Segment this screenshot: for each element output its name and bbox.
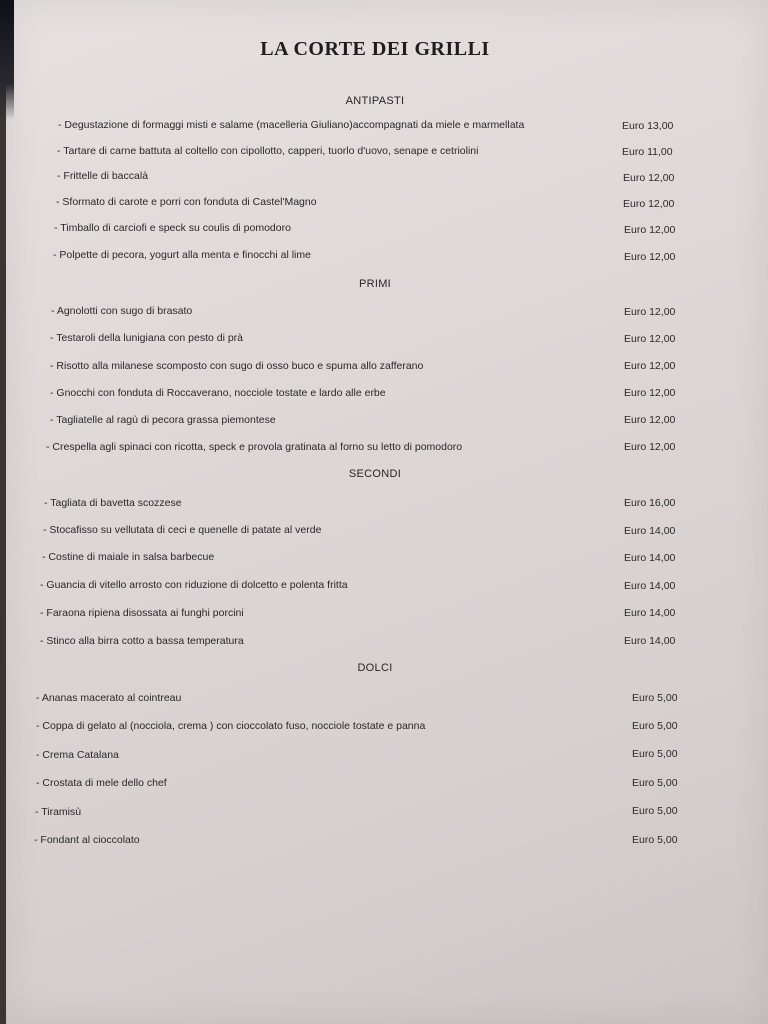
menu-item-price: Euro 12,00 [624, 224, 676, 236]
menu-item-price: Euro 5,00 [632, 692, 678, 704]
menu-item-price: Euro 5,00 [632, 834, 678, 846]
menu-item-name: - Tartare di carne battuta al coltello con cipollotto, capperi, tuorlo d'uovo, senape e cetriolini [57, 145, 479, 157]
menu-item-name: - Ananas macerato al cointreau [36, 692, 182, 704]
menu-item-name: - Crostata di mele dello chef [36, 777, 167, 789]
menu-item-name: - Coppa di gelato al (nocciola, crema ) con cioccolato fuso, nocciole tostate e panna [36, 720, 426, 732]
section-heading-dolci: DOLCI [357, 662, 393, 674]
menu-item-price: Euro 5,00 [632, 748, 678, 760]
menu-item-price: Euro 5,00 [632, 720, 678, 732]
menu-item-price: Euro 12,00 [623, 198, 675, 210]
menu-item-name: - Stinco alla birra cotto a bassa temperatura [40, 635, 244, 647]
menu-item-price: Euro 16,00 [624, 497, 676, 509]
menu-item-name: - Tiramisù [35, 806, 82, 818]
menu-item-name: - Gnocchi con fonduta di Roccaverano, nocciole tostate e lardo alle erbe [50, 387, 386, 399]
menu-item-name: - Guancia di vitello arrosto con riduzione di dolcetto e polenta fritta [40, 579, 348, 591]
menu-item-price: Euro 12,00 [623, 172, 675, 184]
menu-item-name: - Crema Catalana [36, 749, 119, 761]
menu-item-price: Euro 5,00 [632, 777, 678, 789]
menu-item-name: - Timballo di carciofi e speck su coulis di pomodoro [54, 222, 291, 234]
menu-item-name: - Costine di maiale in salsa barbecue [42, 551, 215, 563]
menu-item-name: - Stocafisso su vellutata di ceci e quenelle di patate al verde [43, 524, 322, 536]
menu-item-price: Euro 13,00 [622, 120, 674, 132]
menu-title: LA CORTE DEI GRILLI [260, 38, 490, 60]
menu-item-name: - Agnolotti con sugo di brasato [51, 305, 193, 317]
menu-item-price: Euro 11,00 [622, 146, 673, 158]
menu-item-name: - Crespella agli spinaci con ricotta, speck e provola gratinata al forno su letto di pomodoro [46, 441, 463, 453]
menu-item-price: Euro 14,00 [624, 635, 676, 647]
section-heading-antipasti: ANTIPASTI [345, 95, 405, 107]
background-corner [0, 0, 14, 120]
menu-item-name: - Polpette di pecora, yogurt alla menta e finocchi al lime [53, 249, 311, 261]
menu-item-price: Euro 12,00 [624, 360, 676, 372]
menu-item-name: - Testaroli della lunigiana con pesto di prà [50, 332, 244, 344]
menu-item-name: - Tagliatelle al ragù di pecora grassa piemontese [50, 414, 276, 426]
menu-item-name: - Frittelle di baccalà [57, 170, 149, 182]
section-heading-secondi: SECONDI [348, 468, 402, 480]
menu-item-price: Euro 14,00 [624, 607, 676, 619]
menu-item-price: Euro 14,00 [624, 580, 676, 592]
menu-item-price: Euro 14,00 [624, 552, 676, 564]
menu-item-price: Euro 14,00 [624, 525, 676, 537]
menu-item-name: - Faraona ripiena disossata ai funghi porcini [40, 607, 244, 619]
menu-item-name: - Tagliata di bavetta scozzese [44, 497, 182, 509]
menu-item-price: Euro 12,00 [624, 333, 676, 345]
menu-item-price: Euro 12,00 [624, 251, 676, 263]
menu-item-name: - Fondant al cioccolato [34, 834, 140, 846]
menu-item-price: Euro 12,00 [624, 441, 676, 453]
menu-item-name: - Sformato di carote e porri con fonduta di Castel'Magno [56, 196, 317, 208]
menu-item-price: Euro 5,00 [632, 805, 678, 817]
section-heading-primi: PRIMI [358, 278, 392, 290]
menu-paper [6, 0, 768, 1024]
menu-item-name: - Risotto alla milanese scomposto con sugo di osso buco e spuma allo zafferano [50, 360, 424, 372]
menu-item-price: Euro 12,00 [624, 414, 676, 426]
menu-item-price: Euro 12,00 [624, 387, 676, 399]
menu-item-price: Euro 12,00 [624, 306, 676, 318]
menu-item-name: - Degustazione di formaggi misti e salame (macelleria Giuliano)accompagnati da miele e marmellata [58, 119, 525, 131]
